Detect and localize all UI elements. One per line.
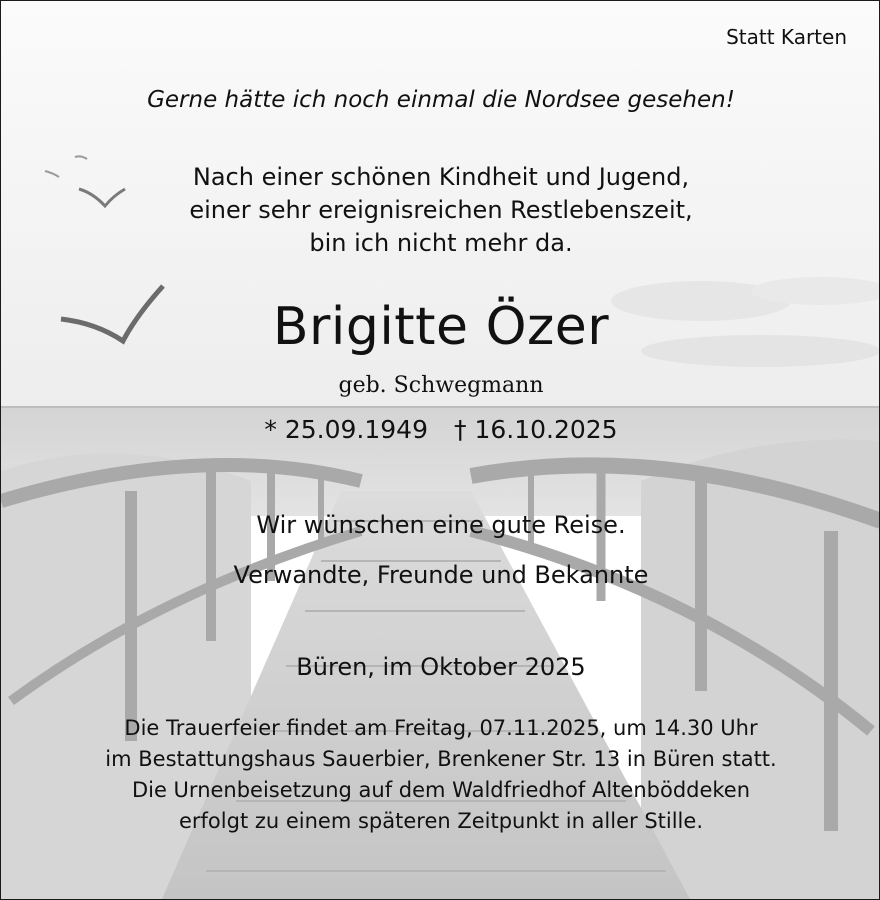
motto-quote: Gerne hätte ich noch einmal die Nordsee gesehen! (147, 87, 735, 113)
intro-line: Nach einer schönen Kindheit und Jugend, (192, 163, 690, 191)
deceased-name: Brigitte Özer (272, 297, 610, 357)
farewell-wish: Wir wünschen eine gute Reise. (256, 511, 626, 539)
notice-line: Die Trauerfeier findet am Freitag, 07.11.2025, um 14.30 Uhr (124, 716, 758, 740)
intro-line: bin ich nicht mehr da. (309, 229, 573, 257)
statt-karten-label: Statt Karten (726, 25, 847, 49)
notice-line: erfolgt zu einem späteren Zeitpunkt in aller Stille. (178, 809, 703, 833)
signers: Verwandte, Freunde und Bekannte (233, 561, 649, 589)
funeral-notice (1, 713, 880, 837)
death-date: † 16.10.2025 (454, 415, 618, 444)
life-dates (1, 415, 880, 444)
intro-text (1, 161, 880, 260)
notice-line: Die Urnenbeisetzung auf dem Waldfriedhof Altenböddeken (131, 778, 751, 802)
notice-line: im Bestattungshaus Sauerbier, Brenkener Str. 13 in Büren statt. (105, 747, 777, 771)
intro-line: einer sehr ereignisreichen Restlebenszeit, (189, 196, 693, 224)
birth-name: geb. Schwegmann (338, 373, 544, 398)
place-date: Büren, im Oktober 2025 (296, 653, 586, 681)
birth-date: * 25.09.1949 (264, 415, 428, 444)
